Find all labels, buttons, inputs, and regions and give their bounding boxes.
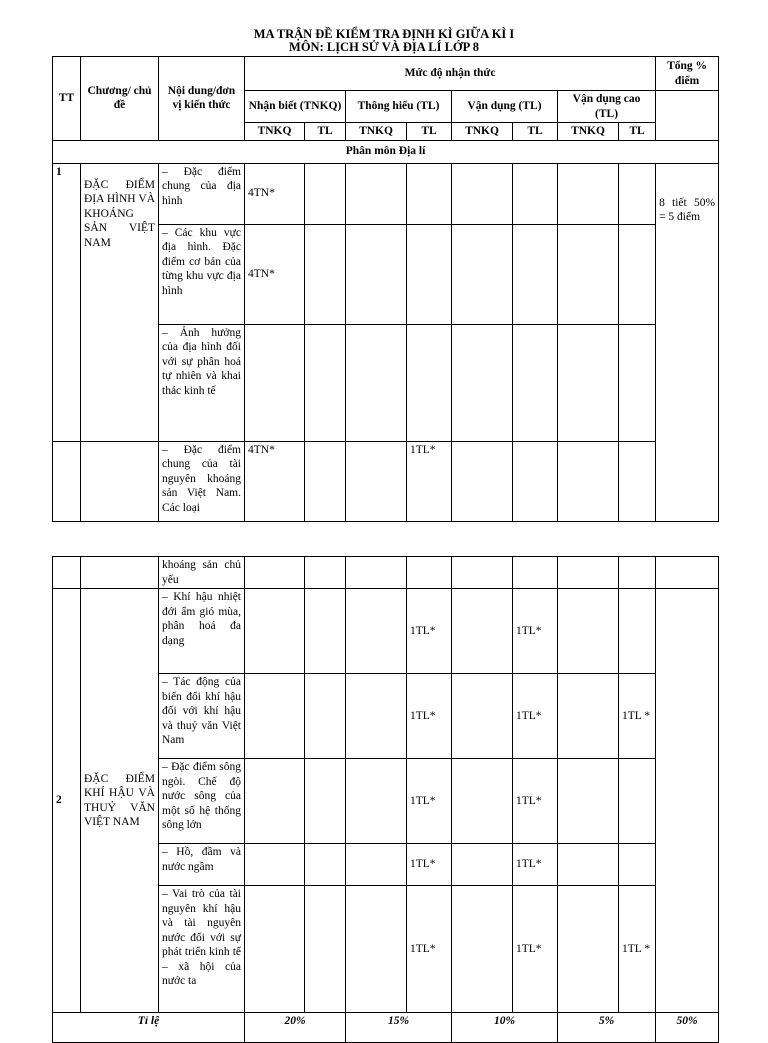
topic2-row4-vd-tl: 1TL* bbox=[513, 844, 558, 886]
cell bbox=[245, 674, 305, 759]
cell bbox=[53, 557, 81, 589]
header-total: Tổng % điểm bbox=[656, 57, 719, 91]
cell bbox=[513, 557, 558, 589]
topic2-row1-vdc-tl bbox=[619, 589, 656, 674]
cell bbox=[245, 557, 305, 589]
topic1-content-4-continued: khoáng sản chủ yếu bbox=[159, 557, 245, 589]
cell bbox=[305, 324, 346, 441]
topic2-row3-th-tl: 1TL* bbox=[407, 759, 452, 844]
cell bbox=[346, 441, 407, 521]
cell bbox=[407, 163, 452, 224]
cell bbox=[346, 844, 407, 886]
matrix-table-part1 bbox=[52, 56, 719, 522]
topic2-total-blank bbox=[656, 589, 719, 1013]
topic1-content-3: – Ảnh hưởng của địa hình đối với sự phân hoá tự nhiên và khai thác kinh tế bbox=[159, 324, 245, 441]
topic2-row2-vd-tl: 1TL* bbox=[513, 674, 558, 759]
cell bbox=[452, 674, 513, 759]
cell bbox=[407, 224, 452, 324]
cell bbox=[346, 589, 407, 674]
cell bbox=[245, 589, 305, 674]
cell bbox=[305, 224, 346, 324]
cell bbox=[558, 163, 619, 224]
header-tnkq: TNKQ bbox=[346, 123, 407, 141]
topic1-total: 8 tiết 50% = 5 điểm bbox=[656, 163, 719, 521]
topic1-row4-th-tl: 1TL* bbox=[407, 441, 452, 521]
header-tnkq: TNKQ bbox=[558, 123, 619, 141]
cell bbox=[305, 759, 346, 844]
cell bbox=[305, 557, 346, 589]
document-title: MA TRẬN ĐỀ KIỂM TRA ĐỊNH KÌ GIỮA KÌ I bbox=[253, 27, 515, 41]
cell bbox=[452, 441, 513, 521]
header-tnkq: TNKQ bbox=[245, 123, 305, 141]
cell bbox=[407, 324, 452, 441]
cell bbox=[305, 163, 346, 224]
cell bbox=[619, 557, 656, 589]
cell bbox=[619, 324, 656, 441]
cell bbox=[346, 324, 407, 441]
footer-high-application: 5% bbox=[558, 1013, 656, 1043]
header-total-blank bbox=[656, 91, 719, 141]
topic2-row1-th-tl: 1TL* bbox=[407, 589, 452, 674]
topic1-row1-nb-tnkq: 4TN* bbox=[245, 163, 305, 224]
topic2-row3-vdc-tl bbox=[619, 759, 656, 844]
cell bbox=[513, 324, 558, 441]
header-tl: TL bbox=[305, 123, 346, 141]
topic2-row1-vd-tl: 1TL* bbox=[513, 589, 558, 674]
topic2-row2-vdc-tl: 1TL * bbox=[619, 674, 656, 759]
topic2-number: 2 bbox=[53, 589, 81, 1013]
header-cognitive-level: Mức độ nhận thức bbox=[245, 57, 656, 91]
cell bbox=[558, 674, 619, 759]
document-subtitle: MÔN: LỊCH SỬ VÀ ĐỊA LÍ LỚP 8 bbox=[289, 40, 479, 54]
topic2-row3-vd-tl: 1TL* bbox=[513, 759, 558, 844]
topic2-content-3: – Đặc điểm sông ngòi. Chế độ nước sông của một số hệ thống sông lớn bbox=[159, 759, 245, 844]
cell bbox=[452, 224, 513, 324]
section-title: Phân môn Địa lí bbox=[53, 140, 719, 163]
header-tl: TL bbox=[407, 123, 452, 141]
topic1-name: ĐẶC ĐIỂM ĐỊA HÌNH VÀ KHOÁNG SẢN VIỆT NAM bbox=[81, 163, 159, 441]
topic1-content-1: – Đặc điểm chung của địa hình bbox=[159, 163, 245, 224]
cell bbox=[558, 224, 619, 324]
topic1-content-2: – Các khu vực địa hình. Đặc điểm cơ bản của từng khu vực địa hình bbox=[159, 224, 245, 324]
cell bbox=[81, 557, 159, 589]
cell bbox=[305, 844, 346, 886]
cell bbox=[558, 589, 619, 674]
header-level-application: Vận dụng (TL) bbox=[452, 91, 558, 123]
topic1-row2-nb-tnkq: 4TN* bbox=[245, 224, 305, 324]
cell bbox=[558, 759, 619, 844]
cell bbox=[346, 886, 407, 1013]
cell bbox=[53, 441, 81, 521]
cell bbox=[305, 674, 346, 759]
topic2-row5-th-tl: 1TL* bbox=[407, 886, 452, 1013]
cell bbox=[558, 324, 619, 441]
topic2-row4-th-tl: 1TL* bbox=[407, 844, 452, 886]
cell bbox=[558, 844, 619, 886]
cell bbox=[245, 844, 305, 886]
cell bbox=[346, 759, 407, 844]
topic2-row5-vd-tl: 1TL* bbox=[513, 886, 558, 1013]
header-tl: TL bbox=[619, 123, 656, 141]
cell bbox=[452, 557, 513, 589]
header-tl: TL bbox=[513, 123, 558, 141]
cell bbox=[513, 163, 558, 224]
cell bbox=[245, 886, 305, 1013]
topic2-content-5: – Vai trò của tài nguyên khí hậu và tài nguyên nước đối với sự phát triển kinh tế – xã hội của nước ta bbox=[159, 886, 245, 1013]
topic2-row5-vdc-tl: 1TL * bbox=[619, 886, 656, 1013]
footer-label: Tỉ lệ bbox=[53, 1013, 245, 1043]
topic1-number: 1 bbox=[53, 163, 81, 441]
cell bbox=[452, 759, 513, 844]
cell bbox=[619, 163, 656, 224]
header-level-recognition: Nhận biết (TNKQ) bbox=[245, 91, 346, 123]
cell bbox=[305, 589, 346, 674]
header-level-understanding: Thông hiểu (TL) bbox=[346, 91, 452, 123]
cell bbox=[81, 441, 159, 521]
cell bbox=[656, 557, 719, 589]
cell bbox=[452, 324, 513, 441]
cell bbox=[346, 557, 407, 589]
header-tnkq: TNKQ bbox=[452, 123, 513, 141]
cell bbox=[346, 163, 407, 224]
cell bbox=[513, 224, 558, 324]
cell bbox=[619, 441, 656, 521]
cell bbox=[558, 557, 619, 589]
footer-application: 10% bbox=[452, 1013, 558, 1043]
topic1-row4-nb-tnkq: 4TN* bbox=[245, 441, 305, 521]
cell bbox=[245, 759, 305, 844]
cell bbox=[619, 224, 656, 324]
header-content: Nội dung/đơn vị kiến thức bbox=[159, 57, 245, 141]
cell bbox=[558, 441, 619, 521]
topic2-content-4: – Hồ, đầm và nước ngầm bbox=[159, 844, 245, 886]
cell bbox=[452, 163, 513, 224]
cell bbox=[452, 589, 513, 674]
header-level-high-application: Vận dụng cao (TL) bbox=[558, 91, 656, 123]
cell bbox=[513, 441, 558, 521]
topic1-row3-nb-tnkq bbox=[245, 324, 305, 441]
topic2-row4-vdc-tl bbox=[619, 844, 656, 886]
cell bbox=[558, 886, 619, 1013]
cell bbox=[305, 886, 346, 1013]
cell bbox=[407, 557, 452, 589]
topic1-content-4: – Đặc điểm chung của tài nguyên khoáng sản Việt Nam. Các loại bbox=[159, 441, 245, 521]
topic2-content-1: – Khí hậu nhiệt đới ẩm gió mùa, phân hoá đa dạng bbox=[159, 589, 245, 674]
header-tt: TT bbox=[53, 57, 81, 141]
topic2-row2-th-tl: 1TL* bbox=[407, 674, 452, 759]
cell bbox=[452, 844, 513, 886]
footer-understanding: 15% bbox=[346, 1013, 452, 1043]
cell bbox=[346, 674, 407, 759]
topic2-content-2: – Tác động của biến đổi khí hậu đối với khí hậu và thuỷ văn Việt Nam bbox=[159, 674, 245, 759]
cell bbox=[305, 441, 346, 521]
footer-total: 50% bbox=[656, 1013, 719, 1043]
cell bbox=[452, 886, 513, 1013]
topic2-name: ĐẶC ĐIỂM KHÍ HẬU VÀ THUỶ VĂN VIỆT NAM bbox=[81, 589, 159, 1013]
footer-recognition: 20% bbox=[245, 1013, 346, 1043]
header-chapter: Chương/ chủ đề bbox=[81, 57, 159, 141]
matrix-table-part2 bbox=[52, 556, 719, 1043]
cell bbox=[346, 224, 407, 324]
